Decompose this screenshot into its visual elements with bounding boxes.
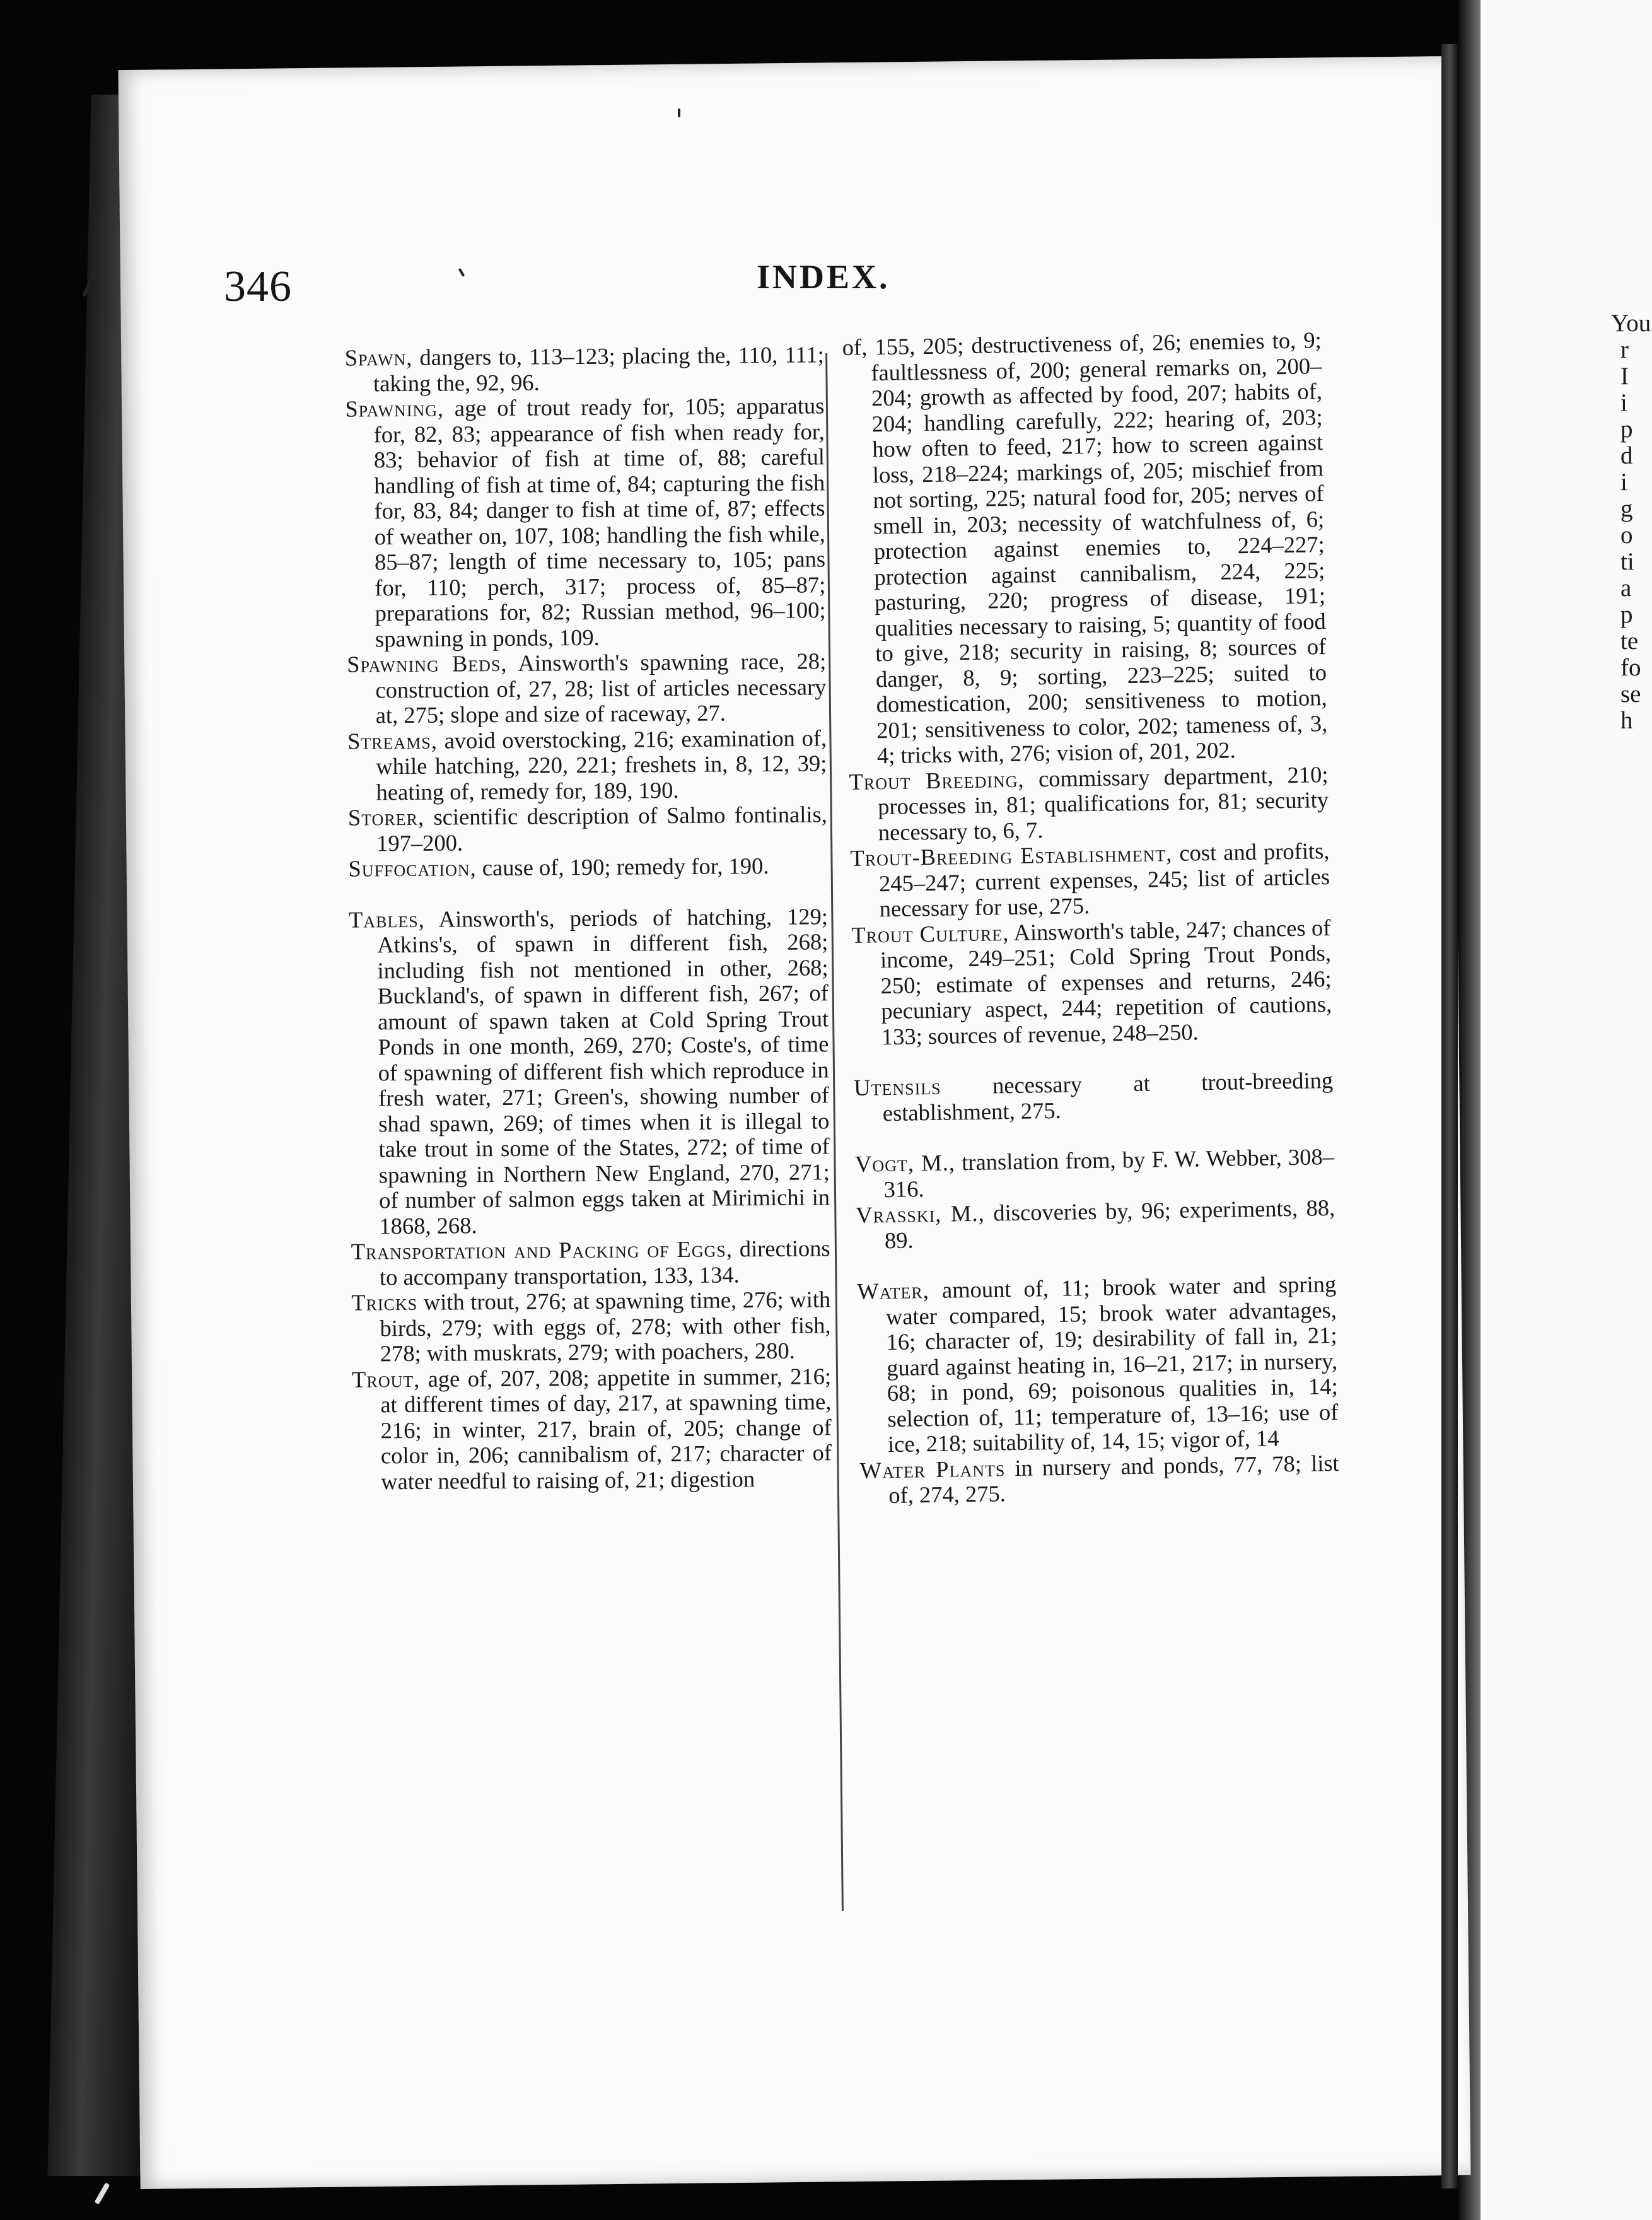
index-entry bbox=[856, 1195, 1335, 1254]
index-entry-text: translation from, by F. W. Webber, 308–316. bbox=[883, 1143, 1335, 1202]
index-entry-text: Ainsworth's spawning race, 28; construction of, 27, 28; list of articles necessary at, 275; slope and size of raceway, 27. bbox=[375, 648, 827, 728]
index-headword: Tables, bbox=[348, 906, 425, 933]
facing-page-fragment: ti bbox=[1620, 548, 1634, 575]
index-entry bbox=[855, 1144, 1335, 1203]
scan-speck bbox=[678, 108, 680, 117]
index-headword: Vogt, M., bbox=[854, 1149, 956, 1177]
index-entry bbox=[351, 1287, 831, 1367]
index-entry bbox=[859, 1450, 1339, 1509]
index-entry bbox=[850, 838, 1330, 922]
index-entry bbox=[851, 915, 1332, 1050]
index-headword: Streams, bbox=[347, 727, 438, 754]
index-entry-text: Ainsworth's, periods of hatching, 129; Atkins's, of spawn in different fish, 268; including fish not mentioned in other, 268; Buckland's, of spawn in different fish, 267; of amount of spawn taken at Cold Spring Trout Ponds in one month, 269, 270; Coste's, of time of spawning of different fish which reproduce in fresh water, 271; Green's, showing number of shad spawn, 269; of times when it is illegal to take trout in some of the States, 272; of time of spawning in Northern New England, 270, 271; of number of salmon eggs taken at Mirimichi in 1868, 268. bbox=[377, 903, 830, 1239]
index-headword: Trout Breeding, bbox=[849, 766, 1025, 795]
index-entry bbox=[842, 327, 1328, 769]
index-entry bbox=[351, 1236, 831, 1290]
index-entry-text: necessary at trout-breeding establishment, 275. bbox=[882, 1067, 1334, 1126]
index-entry-text: directions to accompany transportation, 133, 134. bbox=[379, 1235, 830, 1290]
index-entry-text: cost and profits, 245–247; current expenses, 245; list of articles necessary for use, 275. bbox=[878, 838, 1330, 922]
index-headword: Trout Culture, bbox=[851, 919, 1009, 948]
page-number: 346 bbox=[224, 262, 292, 311]
index-headword: Suffocation, bbox=[348, 855, 477, 882]
index-headword: Transportation and Packing of Eggs, bbox=[351, 1236, 733, 1265]
facing-page-fragment: fo bbox=[1620, 654, 1641, 681]
facing-page-fragment: a bbox=[1620, 575, 1632, 602]
facing-page-text bbox=[1611, 310, 1652, 734]
index-entry-text: Ainsworth's table, 247; chances of income, 249–251; Cold Spring Trout Ponds, 250; estimate of expenses and returns, 246; pecuniary aspect, 244; repetition of cautions, 133; sources of revenue, 248–250. bbox=[880, 914, 1332, 1049]
facing-page-fragment: p bbox=[1620, 416, 1633, 443]
index-entry bbox=[348, 853, 827, 882]
facing-page-fragment: r bbox=[1620, 336, 1629, 363]
index-entry-text: dangers to, 113–123; placing the, 110, 111; taking the, 92, 96. bbox=[373, 341, 824, 396]
facing-page-fragment: i bbox=[1620, 389, 1627, 416]
index-entry bbox=[348, 802, 828, 856]
index-entry bbox=[854, 1068, 1334, 1126]
facing-page-fragment: You bbox=[1611, 310, 1651, 337]
facing-page-fragment: I bbox=[1620, 363, 1629, 390]
index-entry bbox=[857, 1271, 1339, 1458]
index-headword: Trout-Breeding Establishment, bbox=[850, 839, 1173, 871]
facing-page-fragment: i bbox=[1620, 469, 1627, 496]
facing-page-fragment: h bbox=[1620, 707, 1633, 734]
index-entry bbox=[352, 1364, 832, 1495]
facing-page-fragment: se bbox=[1620, 681, 1641, 708]
index-entry bbox=[345, 393, 826, 651]
index-entry-text: amount of, 11; brook water and spring water compared, 15; brook water advantages, 16; character of, 19; desirability of fall in, 21; guard against heating in, 16–21, 217; in nursery, 68; in pond, 69; poisonous qualities in, 14; selection of, 11; temperature of, 13–16; use of ice, 218; suitability of, 14, 15; vigor of, 14 bbox=[885, 1270, 1339, 1458]
index-entry bbox=[849, 762, 1329, 846]
index-entry-text: avoid overstocking, 216; examination of, while hatching, 220, 221; freshets in, 8, 12, 39; heating of, remedy for, 189, 190. bbox=[376, 724, 827, 805]
index-entry-text: with trout, 276; at spawning time, 276; with birds, 279; with eggs of, 278; with other fish, 278; with muskrats, 279; with poachers, 280. bbox=[380, 1286, 831, 1367]
index-headword: Vrasski, M., bbox=[856, 1200, 985, 1228]
index-entry bbox=[345, 342, 825, 396]
index-entry bbox=[347, 648, 827, 728]
index-headword: Water Plants bbox=[859, 1454, 1006, 1483]
running-head: INDEX. bbox=[757, 258, 890, 296]
index-headword: Water, bbox=[856, 1277, 930, 1304]
index-entry-text: of, 155, 205; destructiveness of, 26; enemies to, 9; faultlessness of, 200; general remarks on, 200–204; growth as affected by food, 207; habits of, 204; handling carefully, 222; hearing of, 203; how often to feed, 217; how to screen against loss, 218–224; markings of, 205; mischief from not sorting, 225; natural food for, 205; nerves of smell in, 203; necessity of watchfulness of, 6; protection against enemies to, 224–227; protection against cannibalism, 224, 225; pasturing, 220; progress of disease, 191; qualities necessary to raising, 5; quantity of food to give, 218; security in raising, 8; sources of danger, 8, 9; sorting, 223–225; suited to domestication, 200; sensitiveness to motion, 201; sensitiveness to color, 202; tameness of, 3, 4; tricks with, 276; vision of, 201, 202. bbox=[842, 327, 1328, 769]
facing-page-fragment: d bbox=[1620, 442, 1633, 469]
facing-page-fragment: p bbox=[1620, 601, 1633, 628]
index-headword: Spawning Beds, bbox=[347, 650, 508, 677]
index-column-left bbox=[345, 342, 832, 1494]
index-entry-text: discoveries by, 96; experiments, 88, 89. bbox=[884, 1194, 1335, 1253]
index-entry-text: age of, 207, 208; appetite in summer, 216; at different times of day, 217, at spawning time, 216; in winter, 217, brain of, 205; change of color in, 206; cannibalism of, 217; character of water needful to raising of, 21; digestion bbox=[380, 1362, 832, 1494]
facing-page-fragment: te bbox=[1620, 628, 1639, 655]
index-headword: Spawn, bbox=[344, 344, 413, 371]
index-entry bbox=[349, 904, 830, 1239]
index-entry-text: scientific description of Salmo fontinalis, 197–200. bbox=[376, 801, 827, 856]
index-headword: Spawning, bbox=[345, 395, 445, 422]
index-entry-text: in nursery and ponds, 77, 78; list of, 274, 275. bbox=[888, 1449, 1339, 1509]
facing-page-fragment: g bbox=[1620, 495, 1633, 522]
index-entry bbox=[347, 725, 827, 805]
index-entry-text: commissary department, 210; processes in, 81; qualifications for, 81; security necessary to, 6, 7. bbox=[877, 761, 1329, 845]
index-headword: Utensils bbox=[853, 1073, 941, 1101]
book-gutter bbox=[1441, 44, 1458, 2188]
index-entry-text: cause of, 190; remedy for, 190. bbox=[476, 852, 769, 881]
index-headword: Trout, bbox=[351, 1365, 421, 1393]
facing-page-fragment: o bbox=[1620, 522, 1633, 549]
index-headword: Tricks bbox=[351, 1288, 418, 1316]
index-column-right bbox=[842, 327, 1339, 1509]
index-headword: Storer, bbox=[347, 803, 425, 831]
index-entry-text: age of trout ready for, 105; apparatus for, 82, 83; appearance of fish when ready for, 83; behavior of fish at time of, 88; careful handling of fish at time of, 84; capturing the fish for, 83, 84; danger to fish at time of, 87; effects of weather on, 107, 108; handling the fish while, 85–87; length of time necessary to, 105; pans for, 110; perch, 317; process of, 85–87; preparations for, 82; Russian method, 96–100; spawning in ponds, 109. bbox=[373, 392, 826, 651]
